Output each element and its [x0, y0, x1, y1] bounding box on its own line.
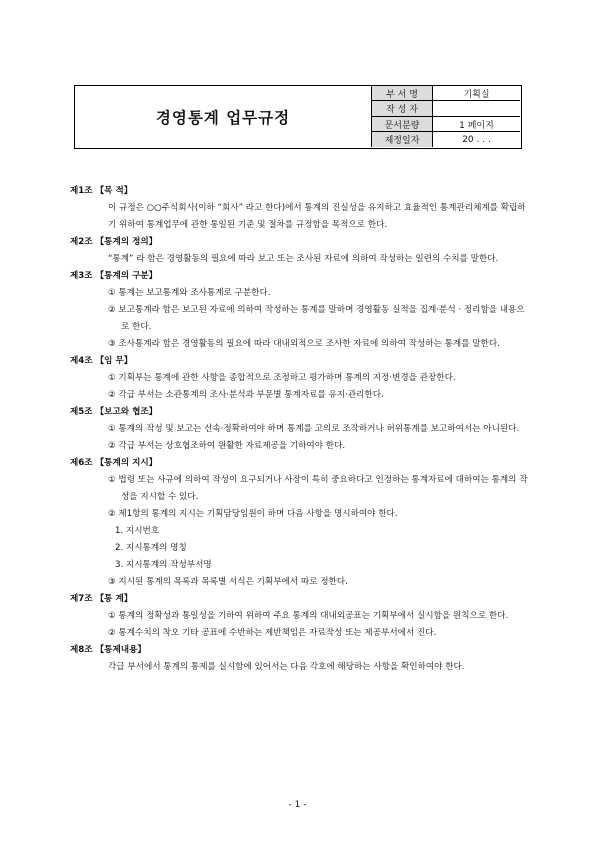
article-5	[70, 404, 530, 455]
article-4	[70, 353, 530, 404]
meta-row	[372, 116, 521, 132]
meta-value	[433, 101, 521, 117]
article-title: 제2조 【통계의 정의】	[70, 237, 158, 247]
article-item: ② 각급 부서는 상호협조하여 원활한 자료제공을 기하여야 한다.	[108, 441, 346, 451]
article-item: ① 기획부는 통계에 관한 사항을 종합적으로 조정하고 평가하며 통계의 지정·변경을 관장한다.	[108, 373, 456, 383]
meta-row	[372, 86, 521, 101]
article-title: 제4조 【임 무】	[70, 356, 133, 366]
article-item: ① 통계의 작성 및 보고는 신속·정확하여야 하며 통계를 고의로 조작하거나 허위통계를 보고하여서는 아니된다.	[108, 424, 520, 434]
article-title: 제8조 【통제내용】	[70, 645, 146, 655]
document-header	[74, 85, 522, 149]
article-subitem: 1. 지시번호	[115, 526, 160, 536]
page-number: - 1 -	[288, 800, 307, 810]
article-2	[70, 234, 530, 268]
article-title: 제3조 【통계의 구분】	[70, 271, 158, 281]
meta-label: 제정일자	[372, 132, 433, 147]
article-title: 제1조 【목 적】	[70, 186, 133, 196]
article-item: ② 보고통계라 함은 보고된 자료에 의하여 작성하는 통계를 말하며 경영활동 실적을 집계·분석 · 정리함을 내용으로 한다.	[108, 305, 525, 332]
article-item: ③ 지시된 통계의 목록과 목록별 서식은 기획부에서 따로 정한다.	[108, 577, 348, 587]
article-item: ② 통계수치의 착오 기타 공표에 수반하는 제반책임은 자료작성 또는 제공부서에서 진다.	[108, 628, 437, 638]
article-item: ② 각급 부서는 소관통계의 조사·분석과 부문별 통계자료를 유지·관리한다.	[108, 390, 384, 400]
document-meta-table	[371, 86, 520, 147]
meta-row	[372, 101, 521, 117]
article-item: ③ 조사통계라 함은 경영활동의 필요에 따라 대내외적으로 조사한 자료에 의하여 작성하는 통계를 말한다.	[108, 339, 500, 349]
article-title: 제7조 【통 계】	[70, 594, 133, 604]
article-item: ② 제1항의 통계의 지시는 기획담당임원이 하며 다음 사항을 명시하여야 한다.	[108, 509, 398, 519]
article-title: 제6조 【통계의 지시】	[70, 458, 158, 468]
article-subitem: 3. 지시통계의 작성부서명	[115, 560, 212, 570]
article-7	[70, 591, 530, 642]
article-item: ① 통계는 보고통계와 조사통계로 구분한다.	[108, 288, 271, 298]
meta-value: 기획실	[433, 86, 521, 101]
article-8	[70, 642, 530, 676]
meta-value: 1 페이지	[433, 116, 521, 132]
meta-label: 문서분량	[372, 116, 433, 132]
article-3	[70, 268, 530, 353]
article-paragraph: 각급 부서에서 통계의 통제를 실시함에 있어서는 다음 각호에 해당하는 사항을 확인하여야 한다.	[108, 662, 465, 672]
meta-label: 작 성 자	[372, 101, 433, 117]
article-item: ① 통계의 정확성과 통일성을 기하여 위하여 주요 통계의 대내외공표는 기획부에서 실시함을 원칙으로 한다.	[108, 611, 509, 621]
article-paragraph: 이 규정은 ○○주식회사(이하 “회사” 라고 한다)에서 통계의 진실성을 유지하고 효율적인 통계관리체계를 확립하기 위하여 통계업무에 관한 통일된 기준 및 절차를 규정함을 목적으로 한다.	[108, 203, 526, 230]
meta-row	[372, 132, 521, 147]
document-title: 경영통계 업무규정	[155, 108, 291, 127]
meta-label: 부 서 명	[372, 86, 433, 101]
document-body	[70, 183, 530, 676]
meta-value: 20 . . .	[433, 132, 521, 147]
article-6	[70, 455, 530, 591]
article-item: ① 법령 또는 사규에 의하여 작성이 요구되거나 사장이 특히 중요하다고 인정하는 통계자료에 대하여는 통계의 작성을 지시할 수 있다.	[108, 475, 528, 502]
article-paragraph: “통계” 라 함은 경영활동의 필요에 따라 보고 또는 조사된 자료에 의하여 작성하는 일련의 수치를 말한다.	[108, 254, 499, 264]
article-subitem: 2. 지시통계의 명칭	[115, 543, 187, 553]
article-title: 제5조 【보고와 협조】	[70, 407, 158, 417]
article-1	[70, 183, 530, 234]
